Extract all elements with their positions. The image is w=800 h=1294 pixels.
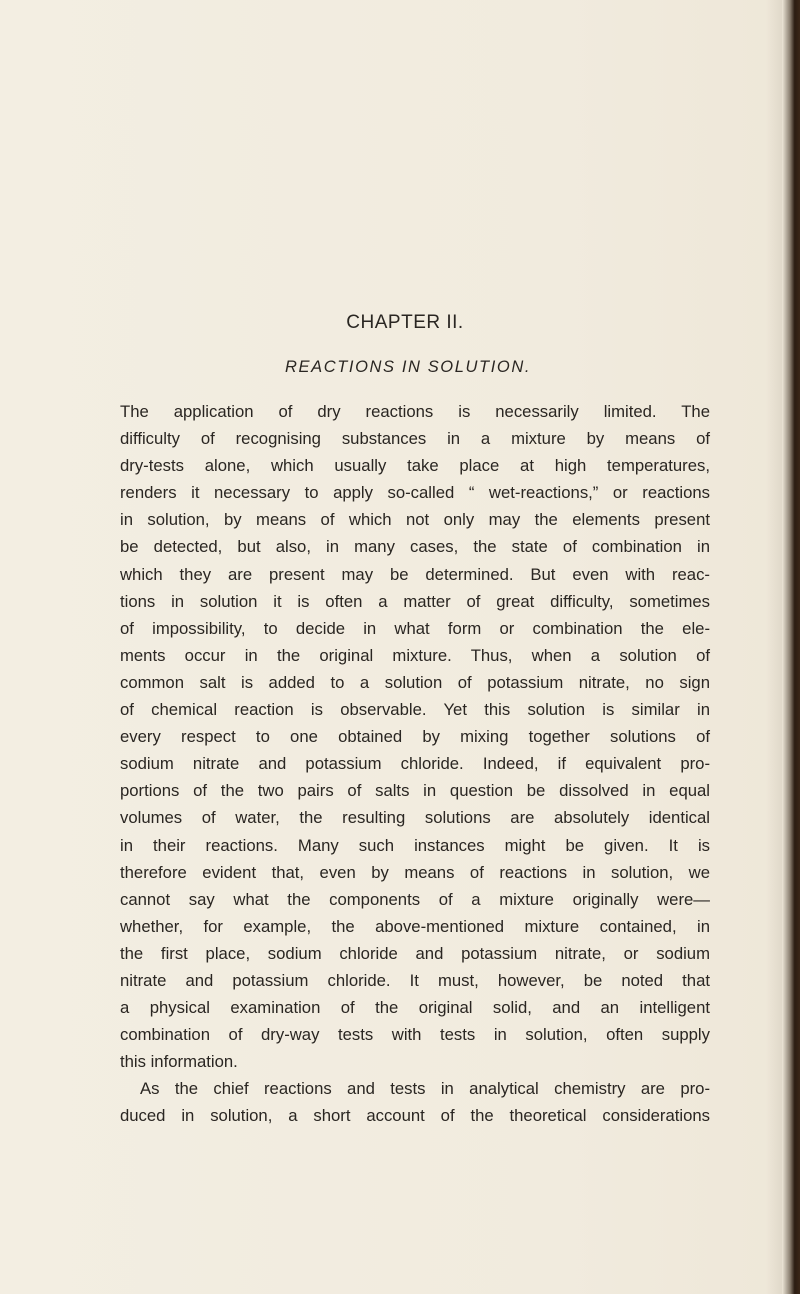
text-line: portions of the two pairs of salts in question be dissolved in equal	[120, 781, 710, 801]
text-line: The application of dry reactions is necessarily limited. The	[120, 402, 710, 421]
text-line: common salt is added to a solution of potassium nitrate, no sign	[120, 672, 710, 692]
text-line: sodium nitrate and potassium chloride. Indeed, if equivalent pro-	[120, 754, 710, 774]
text-line: ments occur in the original mixture. Thus, when a solution of	[120, 645, 710, 665]
text-line: difficulty of recognising substances in a mixture by means of	[120, 429, 710, 449]
text-line: cannot say what the components of a mixture originally were—	[120, 889, 710, 909]
text-line: renders it necessary to apply so-called “ wet-reactions,” or reactions	[120, 483, 710, 503]
section-title: REACTIONS IN SOLUTION.	[284, 358, 532, 376]
page-gutter-shadow	[766, 0, 782, 1294]
text-line: in their reactions. Many such instances might be given. It is	[120, 835, 710, 855]
text-line: therefore evident that, even by means of reactions in solution, we	[120, 862, 710, 882]
text-line: which they are present may be determined. But even with reac-	[120, 564, 710, 584]
body-text	[120, 398, 710, 1130]
text-line: be detected, but also, in many cases, the state of combination in	[120, 537, 710, 557]
text-line: volumes of water, the resulting solutions are absolutely identical	[120, 808, 710, 828]
text-line: of chemical reaction is observable. Yet this solution is similar in	[120, 700, 710, 720]
page-binding-edge	[782, 0, 800, 1294]
chapter-title: CHAPTER II.	[346, 312, 464, 333]
text-line: a physical examination of the original solid, and an intelligent	[120, 998, 710, 1018]
text-line: nitrate and potassium chloride. It must, however, be noted that	[120, 970, 710, 990]
text-line: the first place, sodium chloride and potassium nitrate, or sodium	[120, 943, 710, 963]
text-line: duced in solution, a short account of the theoretical considerations	[120, 1106, 710, 1126]
text-line: As the chief reactions and tests in analytical chemistry are pro-	[140, 1079, 710, 1099]
text-line: dry-tests alone, which usually take place at high temperatures,	[120, 456, 710, 476]
text-line: in solution, by means of which not only may the elements present	[120, 510, 710, 530]
text-line: whether, for example, the above-mentioned mixture contained, in	[120, 916, 710, 936]
text-line: of impossibility, to decide in what form or combination the ele-	[120, 618, 710, 638]
text-line: tions in solution it is often a matter of great difficulty, sometimes	[120, 591, 710, 611]
text-line: every respect to one obtained by mixing together solutions of	[120, 727, 710, 747]
text-line: this information.	[120, 1052, 238, 1072]
text-line: combination of dry-way tests with tests in solution, often supply	[120, 1025, 710, 1045]
